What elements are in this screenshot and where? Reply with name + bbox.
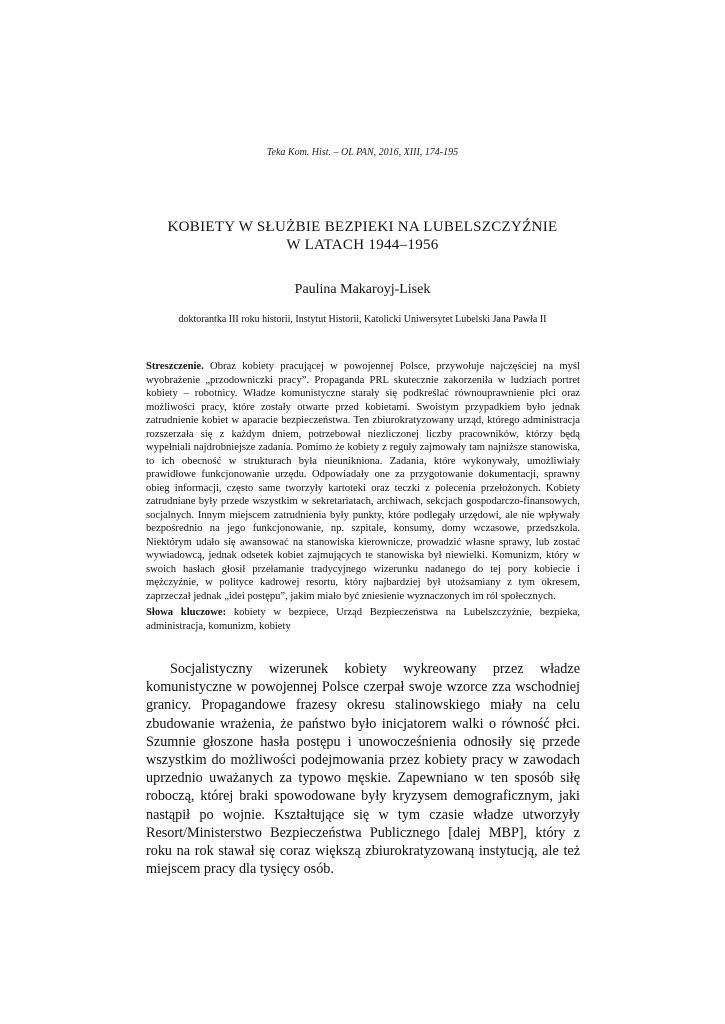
journal-header: Teka Kom. Hist. – OL PAN, 2016, XIII, 174-195 bbox=[266, 147, 459, 158]
abstract-text: Obraz kobiety pracującej w powojennej Polsce, przywołuje najczęściej na myśl wyobrażenie „przodowniczki pracy”. Propaganda PRL skutecznie zakorzeniła w ludziach portret kobiety – robotnicy. Władze komunistyczne starały się podkreślać równouprawnienie płci oraz możliwości pracy, które zostały otwarte przed kobietami. Swoistym przypadkiem było jednak zatrudnienie kobiet w aparacie bezpieczeństwa. Ten zbiurokratyzowany urząd, którego administracja rozszerzała się z każdym dniem, potrzebował niezliczonej liczby pracowników, którzy będą wypełniali najdrobniejsze zadania. Pomimo że kobiety z reguły zajmowały tam najniższe stanowiska, to ich obecność w strukturach była nieunikniona. Zadania, które wykonywały, umożliwiały prawidłowe funkcjonowanie urzędu. Odpowiadały one za przygotowanie dokumentacji, sprawny obieg informacji, często same tworzyły kartoteki oraz teczki z polecenia przełożonych. Kobiety zatrudniane były przede wszystkim w sekretariatach, archiwach, sekcjach gospodarczo-finansowych, socjalnych. Innym miejscem zatrudnienia były punkty, które podlegały urzędowi, ale nie wpływały bezpośrednio na jego funkcjonowanie, np. szpitale, konsumy, domy wczasowe, przedszkola. Niektórym udało się awansować na stanowiska kierownicze, prowadzić własne sprawy, lub zostać wywiadowcą, jednak odsetek kobiet zajmujących te stanowiska był niewielki. Komunizm, który w swoich hasłach głosił przełamanie tradycyjnego wizerunku nadanego do tej pory kobiecie i mężczyźnie, w polityce kadrowej resortu, który najbardziej był utożsamiany z tym okresem, zaprzeczał jednak „idei postępu”, jakim miało być zniesienie wyznaczonych im ról społecznych. bbox=[146, 361, 580, 602]
article-title bbox=[100, 218, 625, 254]
author-name: Paulina Makaroyj-Lisek bbox=[294, 282, 431, 297]
keywords-text: kobiety w bezpiece, Urząd Bezpieczeństwa na Lubelszczyźnie, bezpieka, administracja, komunizm, kobiety bbox=[146, 607, 580, 632]
author-affiliation: doktorantka III roku historii, Instytut Historii, Katolicki Uniwersytet Lubelski Jana Pawła II bbox=[178, 314, 547, 325]
keywords bbox=[146, 606, 580, 633]
keywords-label: Słowa kluczowe: bbox=[146, 607, 227, 618]
abstract bbox=[146, 360, 580, 603]
article-title-line-1: KOBIETY W SŁUŻBIE BEZPIEKI NA LUBELSZCZYŹNIE bbox=[167, 219, 558, 235]
body-paragraph: Socjalistyczny wizerunek kobiety wykreowany przez władze komunistyczne w powojennej Polsce czerpał swoje wzorce zza wschodniej granicy. Propagandowe frazesy okresu stalinowskiego miały na celu zbudowanie wrażenia, że państwo było inicjatorem walki o równość płci. Szumnie głoszone hasła postępu i unowocześnienia odnosiły się przede wszystkim do możliwości podejmowania przez kobiety pracy w zawodach uprzednio uważanych za typowo męskie. Zapewniano w ten sposób siłę roboczą, której braki spowodowane były kryzysem demograficznym, jaki nastąpił po wojnie. Kształtujące się w tym czasie władze utworzyły Resort/Ministerstwo Bezpieczeństwa Publicznego [dalej MBP], który z roku na rok stawał się coraz większą zbiurokratyzowaną instytucją, ale też miejscem pracy dla tysięcy osób. bbox=[146, 661, 580, 878]
article-title-line-2: W LATACH 1944–1956 bbox=[286, 237, 439, 253]
abstract-label: Streszczenie. bbox=[146, 361, 204, 372]
